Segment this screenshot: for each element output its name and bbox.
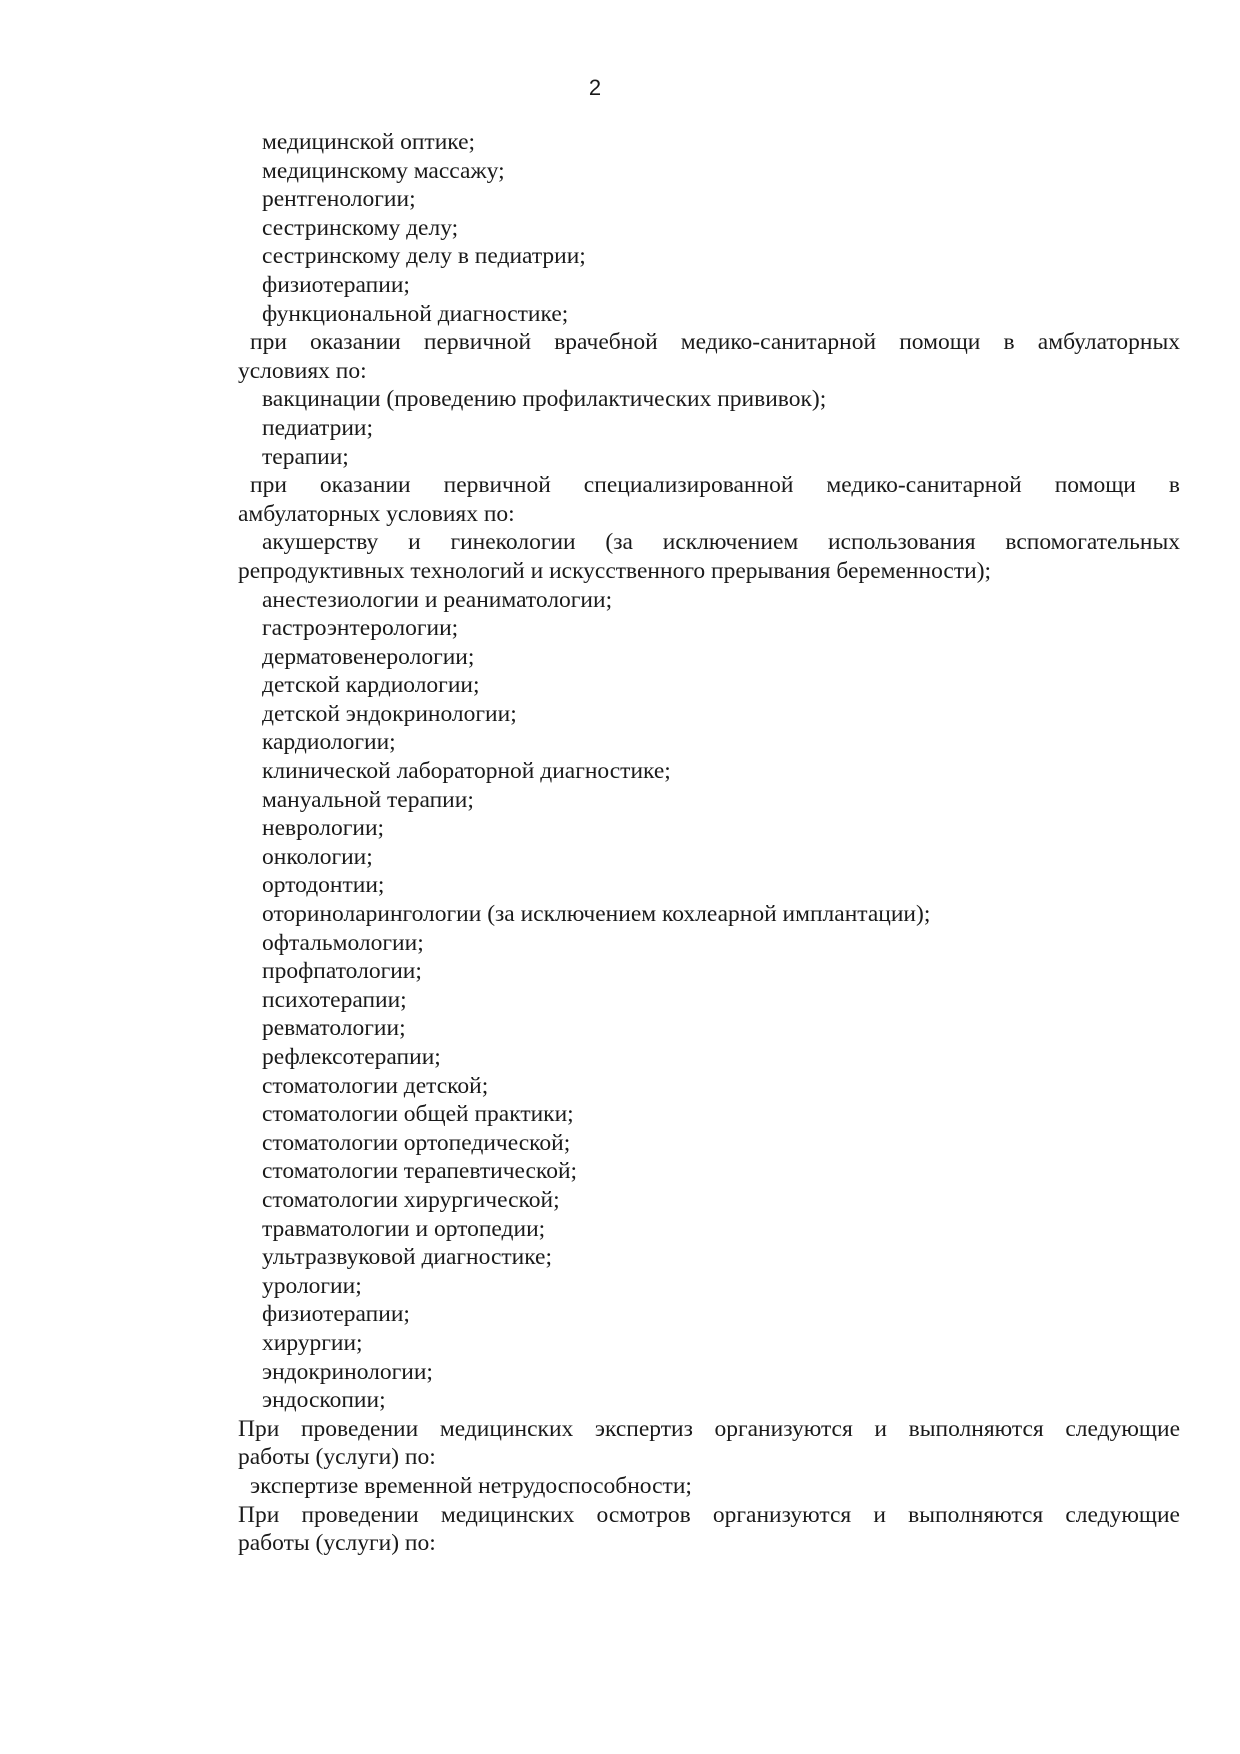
list-item: функциональной диагностике; (262, 300, 569, 327)
section-heading-line: условиях по: (238, 357, 367, 384)
paragraph-line: работы (услуги) по: (238, 1444, 436, 1471)
list-item: травматологии и ортопедии; (262, 1215, 546, 1242)
list-item: онкологии; (262, 843, 373, 870)
list-item: неврологии; (262, 815, 385, 842)
paragraph-line: При проведении медицинских экспертиз организуются и выполняются следующие (238, 1415, 1180, 1442)
section-heading-line: при оказании первичной специализированной медико-санитарной помощи в (250, 472, 1180, 499)
list-item: сестринскому делу; (262, 214, 459, 241)
list-item: вакцинации (проведению профилактических прививок); (262, 386, 827, 413)
list-item: экспертизе временной нетрудоспособности; (250, 1472, 692, 1499)
list-item: рефлексотерапии; (262, 1044, 441, 1070)
list-item: ревматологии; (262, 1015, 406, 1042)
list-item: психотерапии; (262, 986, 407, 1013)
list-item: медицинской оптике; (262, 129, 476, 155)
list-item: кардиологии; (262, 729, 396, 756)
list-item: ортодонтии; (262, 872, 385, 899)
section-heading-line: амбулаторных условиях по: (238, 500, 515, 527)
list-item: анестезиологии и реаниматологии; (262, 586, 613, 613)
list-item: стоматологии хирургической; (262, 1186, 560, 1213)
section-heading-line: при оказании первичной врачебной медико-санитарной помощи в амбулаторных (250, 329, 1180, 356)
list-item: клинической лабораторной диагностике; (262, 758, 671, 785)
paragraph-line: При проведении медицинских осмотров организуются и выполняются следующие (238, 1501, 1180, 1528)
list-item: детской кардиологии; (262, 672, 480, 699)
list-item: эндоскопии; (262, 1387, 386, 1414)
list-item: профпатологии; (262, 958, 422, 985)
list-item: мануальной терапии; (262, 786, 474, 813)
list-item: рентгенологии; (262, 186, 416, 213)
list-item: акушерству и гинекологии (за исключением использования вспомогательных (262, 529, 1180, 556)
list-item: стоматологии ортопедической; (262, 1129, 571, 1156)
list-item: репродуктивных технологий и искусственного прерывания беременности); (238, 557, 992, 584)
list-item: терапии; (262, 443, 349, 470)
document-body (238, 128, 1180, 1558)
list-item: стоматологии общей практики; (262, 1101, 574, 1128)
list-item: физиотерапии; (262, 1301, 410, 1328)
page-number: 2 (588, 75, 602, 100)
list-item: сестринскому делу в педиатрии; (262, 243, 586, 270)
list-item: стоматологии терапевтической; (262, 1158, 578, 1185)
list-item: медицинскому массажу; (262, 157, 505, 184)
list-item: офтальмологии; (262, 929, 424, 956)
list-item: гастроэнтерологии; (262, 615, 459, 642)
list-item: эндокринологии; (262, 1358, 433, 1385)
list-item: урологии; (262, 1272, 362, 1299)
list-item: педиатрии; (262, 414, 374, 441)
list-item: оториноларингологии (за исключением кохлеарной имплантации); (262, 901, 931, 928)
list-item: физиотерапии; (262, 271, 410, 298)
list-item: хирургии; (262, 1329, 363, 1356)
list-item: дерматовенерологии; (262, 643, 475, 670)
list-item: детской эндокринологии; (262, 700, 517, 727)
list-item: ультразвуковой диагностике; (262, 1244, 553, 1271)
list-item: стоматологии детской; (262, 1072, 489, 1099)
paragraph-line: работы (услуги) по: (238, 1530, 436, 1557)
